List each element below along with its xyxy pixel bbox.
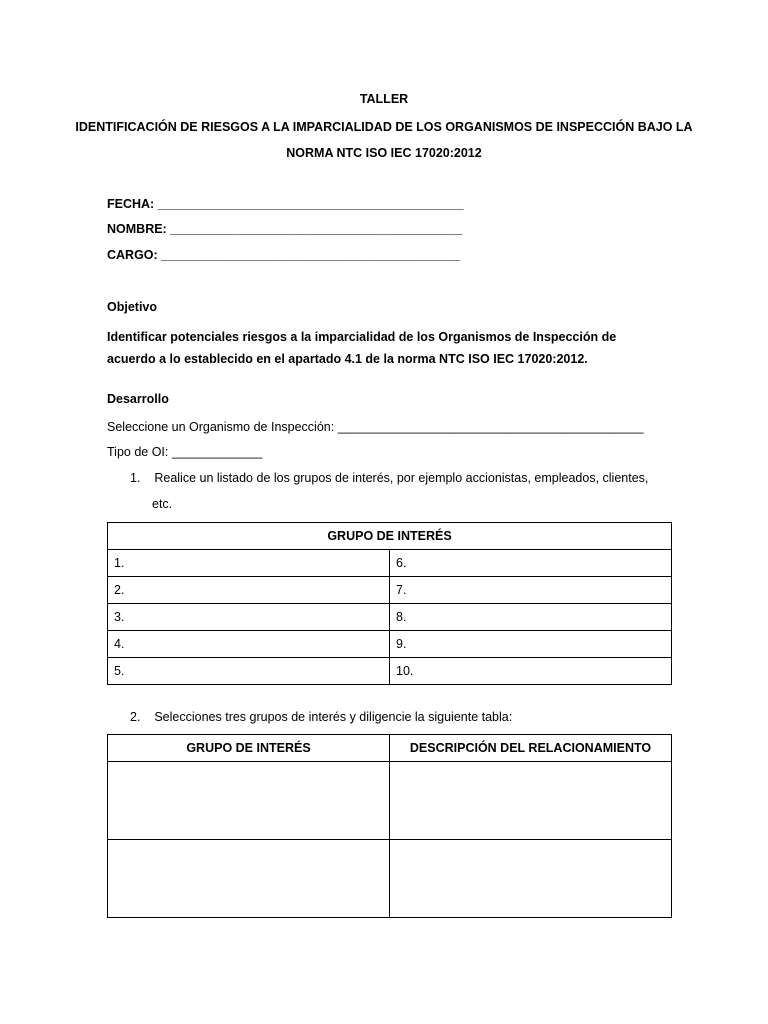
table-cell[interactable]: 3. [108, 604, 390, 631]
table-cell[interactable]: 5. [108, 658, 390, 685]
document-subtitle-line2: NORMA NTC ISO IEC 17020:2012 [286, 146, 482, 160]
table-row [108, 762, 672, 840]
list-item-1-number: 1. [130, 471, 141, 485]
nombre-field[interactable]: NOMBRE: __________________________________________ [107, 222, 463, 236]
descripcion-column-header: DESCRIPCIÓN DEL RELACIONAMIENTO [390, 735, 672, 762]
objetivo-heading: Objetivo [107, 300, 158, 314]
cargo-field[interactable]: CARGO: ___________________________________________ [107, 248, 461, 262]
table-row [108, 658, 672, 685]
table-cell[interactable]: 8. [390, 604, 672, 631]
document-subtitle-line1: IDENTIFICACIÓN DE RIESGOS A LA IMPARCIALIDAD DE LOS ORGANISMOS DE INSPECCIÓN BAJO LA [75, 120, 693, 134]
objetivo-text: Identificar potenciales riesgos a la imparcialidad de los Organismos de Inspección de acuerdo a lo establecido en el apartado 4.1 de la norma NTC ISO IEC 17020:2012. [107, 330, 617, 366]
table-cell[interactable]: 7. [390, 577, 672, 604]
table-cell[interactable] [390, 762, 672, 840]
table-cell[interactable]: 6. [390, 550, 672, 577]
table-cell[interactable] [108, 762, 390, 840]
table-row [108, 604, 672, 631]
table-cell[interactable]: 4. [108, 631, 390, 658]
table-cell[interactable] [390, 840, 672, 918]
table-cell[interactable]: 2. [108, 577, 390, 604]
table-cell[interactable]: 1. [108, 550, 390, 577]
fecha-field[interactable]: FECHA: ____________________________________________ [107, 197, 464, 211]
table-row [108, 550, 672, 577]
grupo-interes-table [107, 522, 672, 685]
table-row [108, 840, 672, 918]
table-cell[interactable]: 10. [390, 658, 672, 685]
grupo-interes-column-header: GRUPO DE INTERÉS [108, 735, 390, 762]
list-item-1-text: Realice un listado de los grupos de interés, por ejemplo accionistas, empleados, clientes, [154, 471, 649, 485]
relacionamiento-table [107, 734, 672, 918]
table-row [108, 577, 672, 604]
select-oi-field[interactable]: Seleccione un Organismo de Inspección: ____________________________________________ [107, 420, 644, 434]
list-item-1 [130, 471, 648, 485]
table-cell[interactable]: 9. [390, 631, 672, 658]
list-item-2-text: Selecciones tres grupos de interés y diligencie la siguiente tabla: [154, 710, 513, 724]
list-item-2-number: 2. [130, 710, 141, 724]
grupo-interes-table-header: GRUPO DE INTERÉS [108, 523, 672, 550]
desarrollo-heading: Desarrollo [107, 392, 169, 406]
table-row [108, 631, 672, 658]
document-title: TALLER [359, 92, 409, 106]
tipo-oi-field[interactable]: Tipo de OI: _____________ [107, 445, 263, 459]
table-cell[interactable] [108, 840, 390, 918]
list-item-2 [130, 710, 512, 724]
list-item-1-continuation: etc. [152, 497, 173, 511]
